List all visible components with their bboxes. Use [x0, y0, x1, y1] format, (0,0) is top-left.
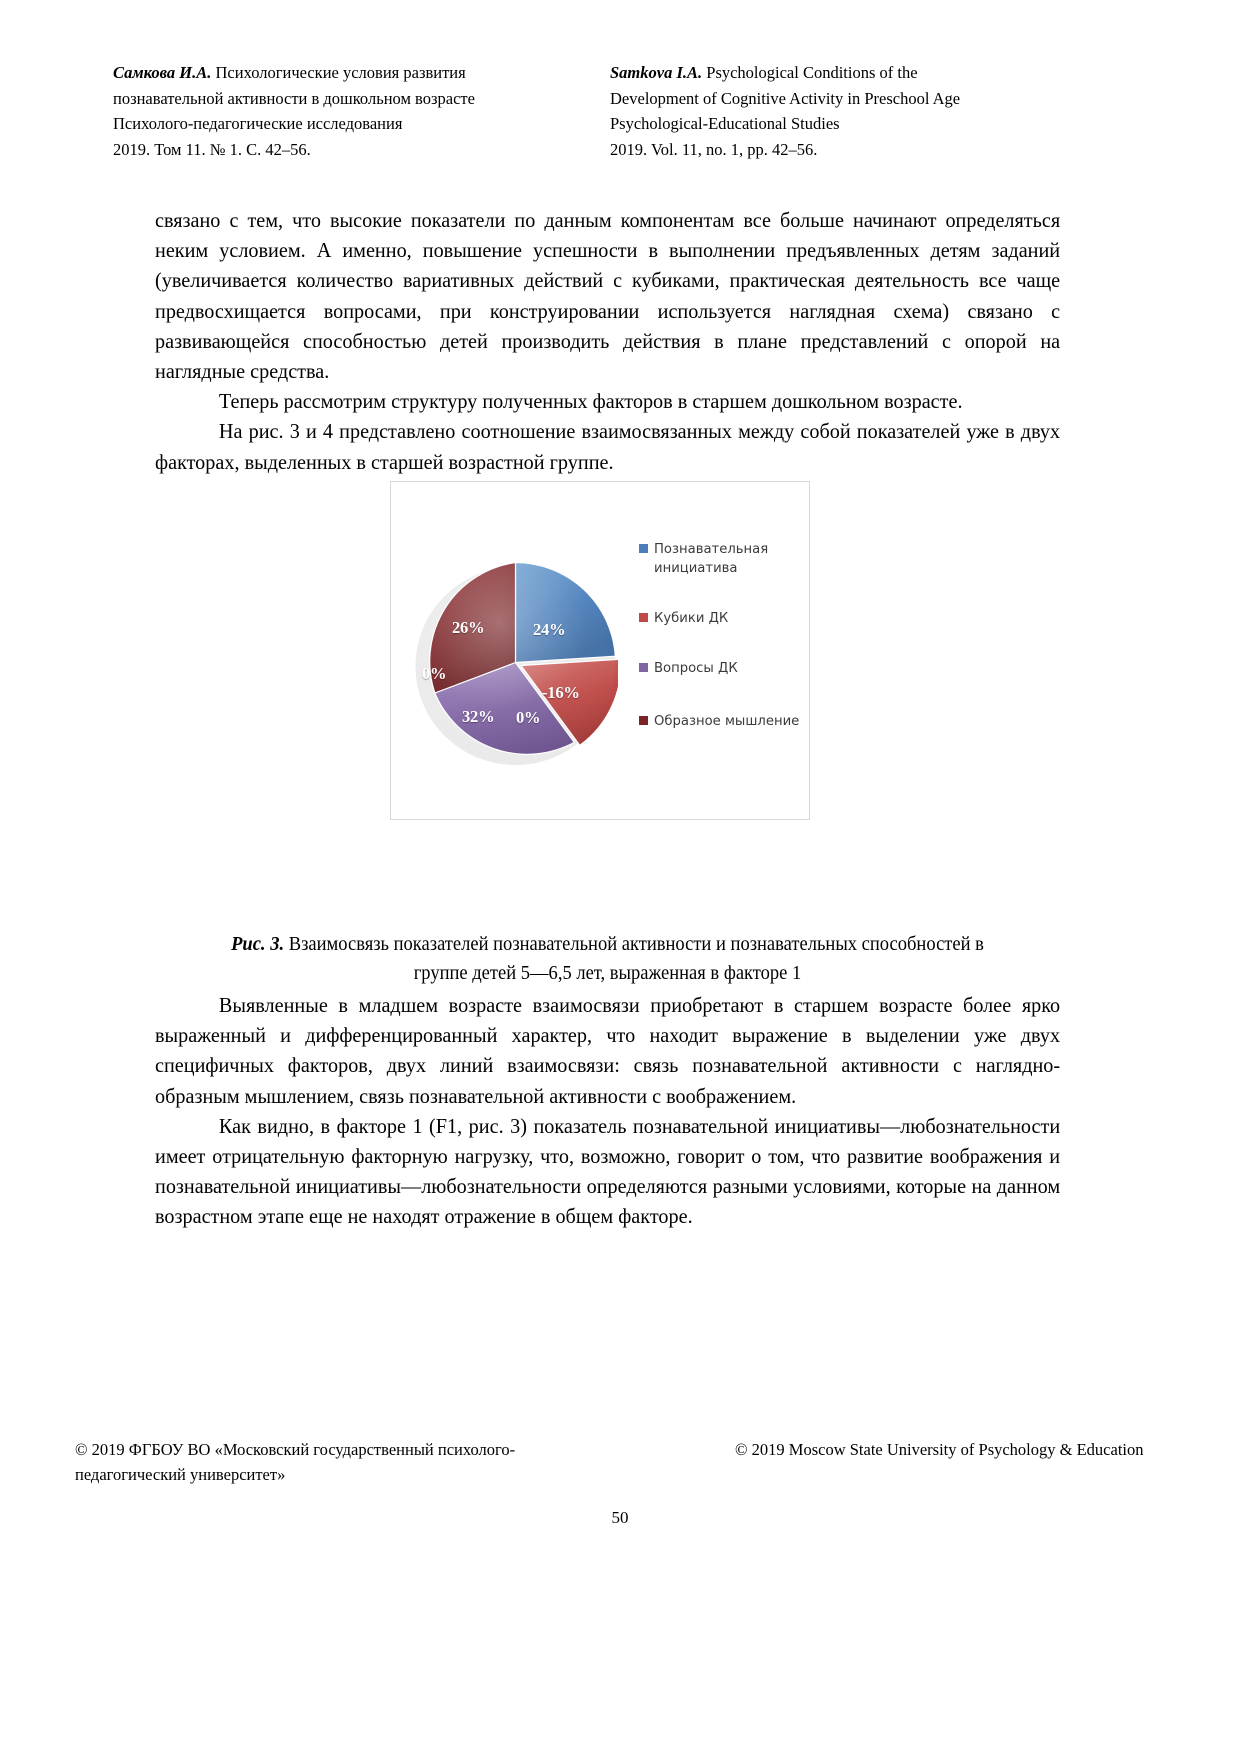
copyright-en — [735, 1437, 1165, 1462]
copyright-ru-line1: © 2019 ФГБОУ ВО «Московский государственный психолого- — [75, 1440, 516, 1459]
pie-label-minus16: -16% — [542, 683, 580, 702]
figure-caption-line2: группе детей 5—6,5 лет, выраженная в факторе 1 — [413, 963, 802, 984]
pie-chart — [413, 560, 618, 765]
legend-item-voprosy-dk[interactable] — [639, 659, 804, 678]
figure-3-chart-container — [390, 481, 810, 820]
legend-swatch-purple-icon — [639, 663, 648, 672]
running-head-right-line1 — [610, 60, 1080, 86]
pie-chart-svg — [413, 560, 618, 765]
issue-info-en: 2019. Vol. 11, no. 1, pp. 42–56. — [610, 139, 818, 159]
paragraph-5: Как видно, в факторе 1 (F1, рис. 3) показатель познавательной инициативы—любознательности имеет отрицательную факторную нагрузку, что, возможно, говорит о том, что развитие воображения и познавательной инициативы—любознательности определяются разными условиями, которые на данном возрастном этапе еще не находят отражение в общем факторе. — [155, 1113, 1061, 1229]
author-name-ru: Самкова И.А. — [113, 63, 212, 82]
legend-label-poznavatelnaya-initsiativa: Познавательная инициатива — [654, 542, 769, 576]
pie-gloss-overlay — [416, 563, 616, 763]
author-name-en: Samkova I.A. — [610, 63, 703, 82]
legend-swatch-blue-icon — [639, 544, 648, 553]
pie-label-32: 32% — [462, 707, 495, 726]
legend-item-obraznoe-myshlenie[interactable] — [639, 712, 804, 731]
running-head-right-line2: Development of Cognitive Activity in Preschool Age — [610, 88, 961, 108]
paragraph-1: связано с тем, что высокие показатели по данным компонентам все больше начинают определяться неким условием. А именно, повышение успешности в выполнении предъявленных детям заданий (увеличивается количество вариативных действий с кубиками, практическая деятельность все чаще предвосхищается вопросами, при конструировании используется наглядная схема) связано с развивающейся способностью детей производить действия в плане представлений с опорой на наглядные средства. — [155, 208, 1061, 384]
pie-label-zero-left: 0% — [422, 664, 447, 683]
legend-label-kubiki-dk: Кубики ДК — [654, 611, 729, 626]
legend-label-voprosy-dk: Вопросы ДК — [654, 661, 738, 676]
paragraph-4: Выявленные в младшем возрасте взаимосвязи приобретают в старшем возрасте более ярко выраженный и дифференцированный характер, что находит выражение в выделении уже двух специфичных факторов, двух линий взаимосвязи: связь познавательной активности с наглядно-образным мышлением, связь познавательной активности с воображением. — [155, 993, 1061, 1108]
issue-info-ru: 2019. Том 11. № 1. С. 42–56. — [113, 139, 311, 159]
figure-number-label: Рис. 3. — [231, 934, 285, 955]
body-text-top — [155, 205, 1060, 477]
legend-swatch-darkred-icon — [639, 716, 648, 725]
copyright-en-line1: © 2019 Moscow State University of Psychology & Education — [735, 1440, 1144, 1459]
copyright-ru-line2: педагогический университет» — [75, 1465, 286, 1484]
legend-item-kubiki-dk[interactable] — [639, 609, 804, 628]
running-head-left — [113, 60, 610, 162]
body-text-bottom — [155, 990, 1060, 1232]
figure-3-caption-inner — [201, 930, 1013, 988]
journal-name-en: Psychological-Educational Studies — [610, 114, 840, 133]
pie-label-zero-lower: 0% — [516, 708, 541, 727]
paragraph-3: На рис. 3 и 4 представлено соотношение взаимосвязанных между собой показателей уже в двух факторах, выделенных в старшей возрастной группе. — [155, 419, 1061, 474]
legend-item-poznavatelnaya-initsiativa[interactable] — [639, 540, 804, 578]
article-title-en-part1: Psychological Conditions of the — [702, 63, 918, 82]
footer-row — [75, 1437, 1165, 1487]
legend-label-obraznoe-myshlenie: Образное мышление — [654, 714, 800, 729]
figure-3-caption — [180, 930, 1035, 988]
copyright-ru — [75, 1437, 595, 1487]
pie-label-24: 24% — [533, 620, 566, 639]
page-footer — [75, 1437, 1165, 1487]
running-head-left-line1 — [113, 60, 610, 86]
journal-name-ru: Психолого-педагогические исследования — [113, 114, 403, 133]
figure-caption-line1: Взаимосвязь показателей познавательной активности и познавательных способностей в — [284, 934, 984, 955]
page-number: 50 — [611, 1508, 629, 1527]
article-title-ru-part1: Психологические условия развития — [211, 63, 466, 82]
paragraph-2: Теперь рассмотрим структуру полученных факторов в старшем дошкольном возрасте. — [218, 389, 963, 414]
running-head-left-line2: познавательной активности в дошкольном возрасте — [113, 88, 475, 108]
running-head — [113, 60, 1123, 162]
running-head-right — [610, 60, 1080, 162]
chart-area — [391, 482, 809, 819]
pie-label-26: 26% — [452, 618, 485, 637]
chart-legend — [639, 540, 804, 762]
legend-swatch-red-icon — [639, 613, 648, 622]
